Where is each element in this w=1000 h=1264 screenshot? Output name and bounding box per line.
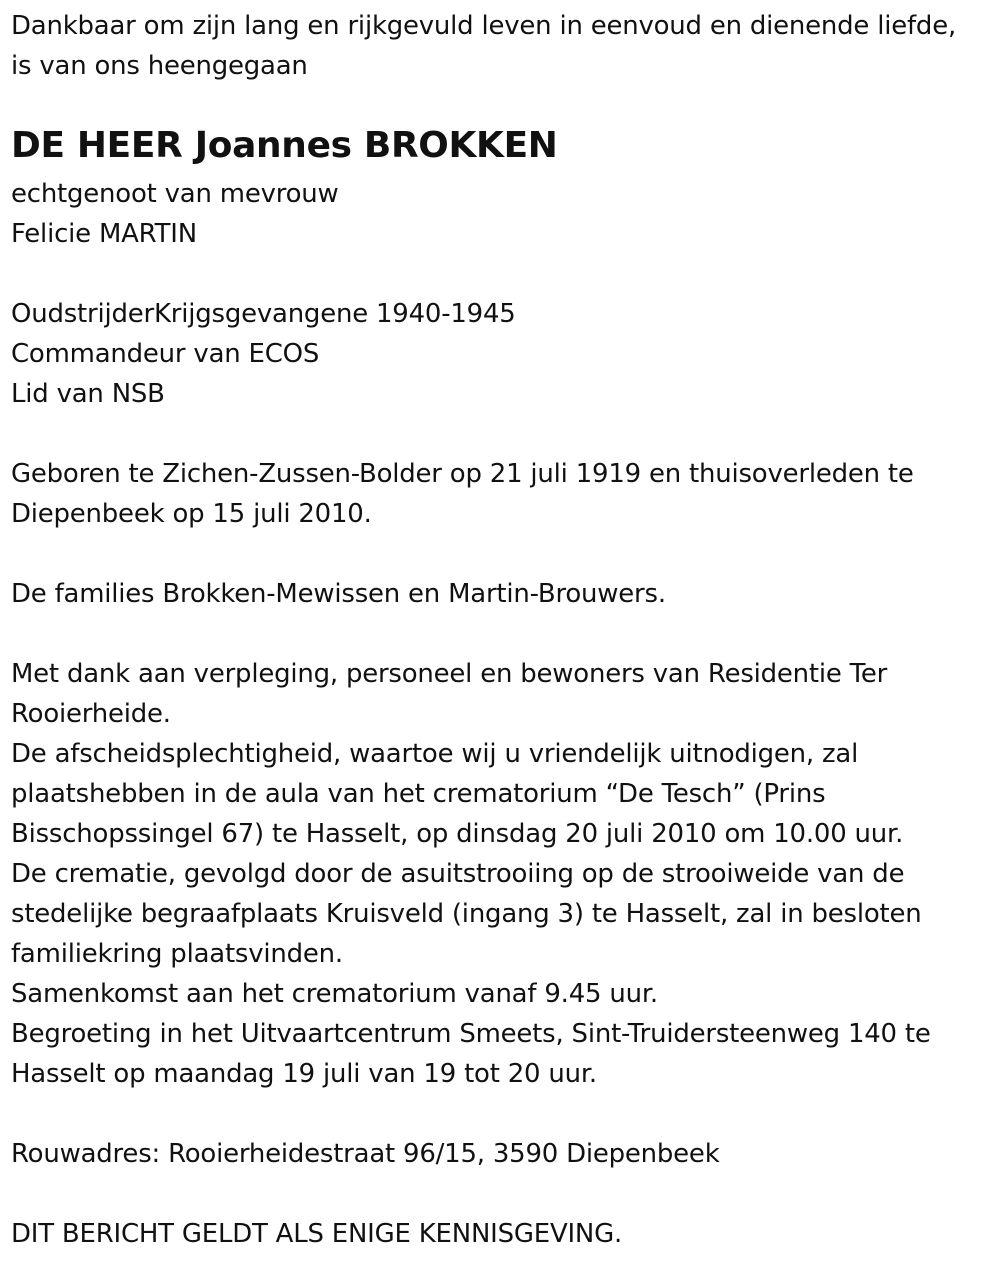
spacer: [11, 254, 991, 294]
title-line: Commandeur van ECOS: [11, 339, 320, 369]
titles-block: [11, 294, 991, 414]
spouse-block: [11, 174, 991, 254]
details-block: [11, 654, 991, 1094]
spacer: [11, 614, 991, 654]
notice-line: DIT BERICHT GELDT ALS ENIGE KENNISGEVING.: [11, 1219, 623, 1249]
details-line: plaatshebben in de aula van het crematorium “De Tesch” (Prins: [11, 779, 826, 809]
details-line: familiekring plaatsvinden.: [11, 939, 343, 969]
intro-block: [11, 6, 991, 86]
details-line: Begroeting in het Uitvaartcentrum Smeets, Sint-Truidersteenweg 140 te: [11, 1019, 931, 1049]
spouse-line: echtgenoot van mevrouw: [11, 179, 339, 209]
address-line: Rouwadres: Rooierheidestraat 96/15, 3590 Diepenbeek: [11, 1139, 720, 1169]
title-line: OudstrijderKrijgsgevangene 1940-1945: [11, 299, 516, 329]
details-line: De crematie, gevolgd door de asuitstrooiing op de strooiweide van de: [11, 859, 905, 889]
spacer: [11, 534, 991, 574]
birth-death-block: [11, 454, 991, 534]
intro-line: Dankbaar om zijn lang en rijkgevuld leven in eenvoud en dienende liefde,: [11, 11, 956, 41]
details-line: Samenkomst aan het crematorium vanaf 9.45 uur.: [11, 979, 658, 1009]
details-line: stedelijke begraafplaats Kruisveld (ingang 3) te Hasselt, zal in besloten: [11, 899, 922, 929]
details-line: Hasselt op maandag 19 juli van 19 tot 20 uur.: [11, 1059, 597, 1089]
details-line: Rooierheide.: [11, 699, 171, 729]
families-line: De families Brokken-Mewissen en Martin-Brouwers.: [11, 579, 666, 609]
spacer: [11, 1174, 991, 1214]
spacer: [11, 414, 991, 454]
spouse-line: Felicie MARTIN: [11, 219, 197, 249]
details-line: Bisschopssingel 67) te Hasselt, op dinsdag 20 juli 2010 om 10.00 uur.: [11, 819, 904, 849]
details-line: De afscheidsplechtigheid, waartoe wij u vriendelijk uitnodigen, zal: [11, 739, 859, 769]
birth-death-line: Geboren te Zichen-Zussen-Bolder op 21 juli 1919 en thuisoverleden te: [11, 459, 914, 489]
intro-line: is van ons heengegaan: [11, 51, 308, 81]
birth-death-line: Diepenbeek op 15 juli 2010.: [11, 499, 372, 529]
obituary-page: [11, 6, 991, 1254]
details-line: Met dank aan verpleging, personeel en bewoners van Residentie Ter: [11, 659, 888, 689]
title-line: Lid van NSB: [11, 379, 165, 409]
spacer: [11, 1094, 991, 1134]
deceased-name: DE HEER Joannes BROKKEN: [11, 125, 558, 166]
